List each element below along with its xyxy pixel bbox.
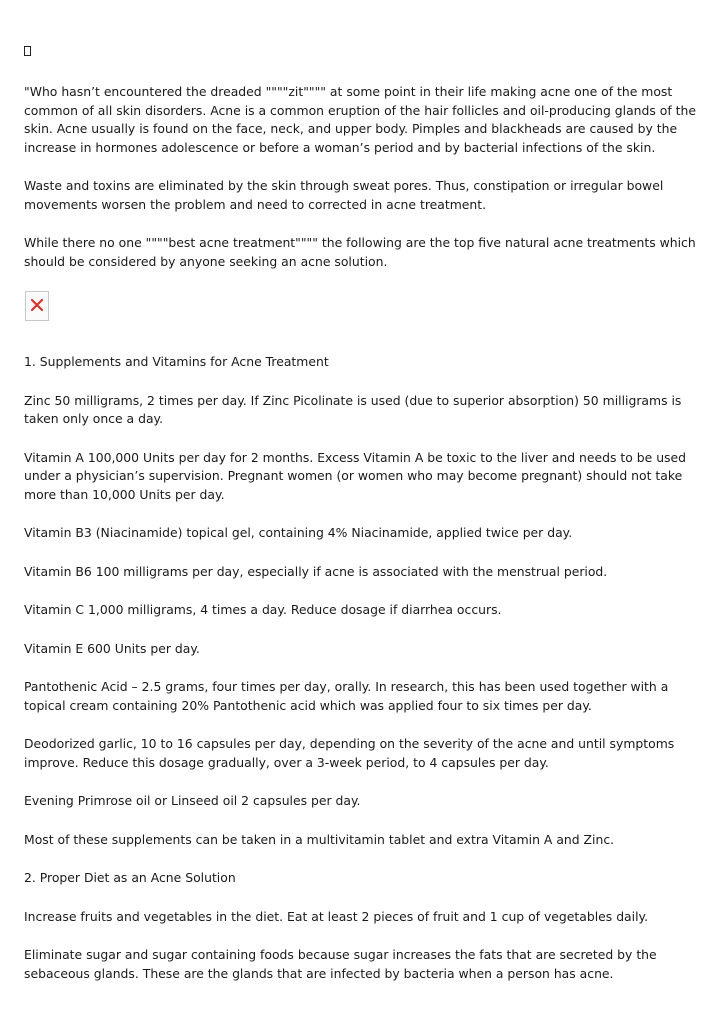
- paragraph-intro: "Who hasn’t encountered the dreaded """"zit"""" at some point in their life making acne one of the most common of all skin disorders. Acne is a common eruption of the hair follicles and oil-producing glands of the skin. Acne usually is found on the face, neck, and upper body. Pimples and blackheads are caused by the increase in hormones adolescence or before a woman’s period and by bacterial infections of the skin.: [24, 84, 697, 155]
- paragraph-sugar: Eliminate sugar and sugar containing foods because sugar increases the fats that are secreted by the sebaceous glands. These are the glands that are infected by bacteria when a person has acne.: [24, 947, 657, 981]
- paragraph-primrose-oil: Evening Primrose oil or Linseed oil 2 capsules per day.: [24, 793, 361, 808]
- paragraph-best-treatment: While there no one """"best acne treatment"""" the following are the top five natural acne treatments which should be considered by anyone seeking an acne solution.: [24, 235, 696, 269]
- paragraph-toxins: Waste and toxins are eliminated by the skin through sweat pores. Thus, constipation or irregular bowel movements worsen the problem and need to corrected in acne treatment.: [24, 178, 664, 212]
- missing-glyph-icon: [24, 46, 31, 56]
- paragraph-vitamin-a: Vitamin A 100,000 Units per day for 2 months. Excess Vitamin A be toxic to the liver and needs to be used under a physician’s supervision. Pregnant women (or women who may become pregnant) should not take more than 10,000 Units per day.: [24, 449, 686, 502]
- paragraph-garlic: Deodorized garlic, 10 to 16 capsules per day, depending on the severity of the acne and until symptoms improve. Reduce this dosage gradually, over a 3-week period, to 4 capsules per day.: [24, 736, 675, 770]
- paragraph-zinc: Zinc 50 milligrams, 2 times per day. If Zinc Picolinate is used (due to superior absorption) 50 milligrams is taken only once a day.: [24, 392, 682, 426]
- paragraph-vitamin-c: Vitamin C 1,000 milligrams, 4 times a day. Reduce dosage if diarrhea occurs.: [24, 602, 502, 617]
- section-heading-diet: 2. Proper Diet as an Acne Solution: [24, 870, 236, 885]
- paragraph-vitamin-e: Vitamin E 600 Units per day.: [24, 640, 200, 656]
- article-body: [24, 83, 700, 1003]
- paragraph-multivitamin: Most of these supplements can be taken in a multivitamin tablet and extra Vitamin A and Zinc.: [24, 831, 615, 847]
- paragraph-pantothenic-acid: Pantothenic Acid – 2.5 grams, four times per day, orally. In research, this has been used together with a topical cream containing 20% Pantothenic acid which was applied four to six times per day.: [24, 679, 669, 713]
- section-heading-supplements: 1. Supplements and Vitamins for Acne Treatment: [24, 354, 329, 369]
- paragraph-vitamin-b3: Vitamin B3 (Niacinamide) topical gel, containing 4% Niacinamide, applied twice per day.: [24, 525, 573, 540]
- close-x-icon: [29, 297, 45, 313]
- paragraph-fruits-vegetables: Increase fruits and vegetables in the diet. Eat at least 2 pieces of fruit and 1 cup of vegetables daily.: [24, 908, 649, 924]
- broken-image-icon: [25, 291, 49, 321]
- paragraph-vitamin-b6: Vitamin B6 100 milligrams per day, especially if acne is associated with the menstrual period.: [24, 563, 608, 579]
